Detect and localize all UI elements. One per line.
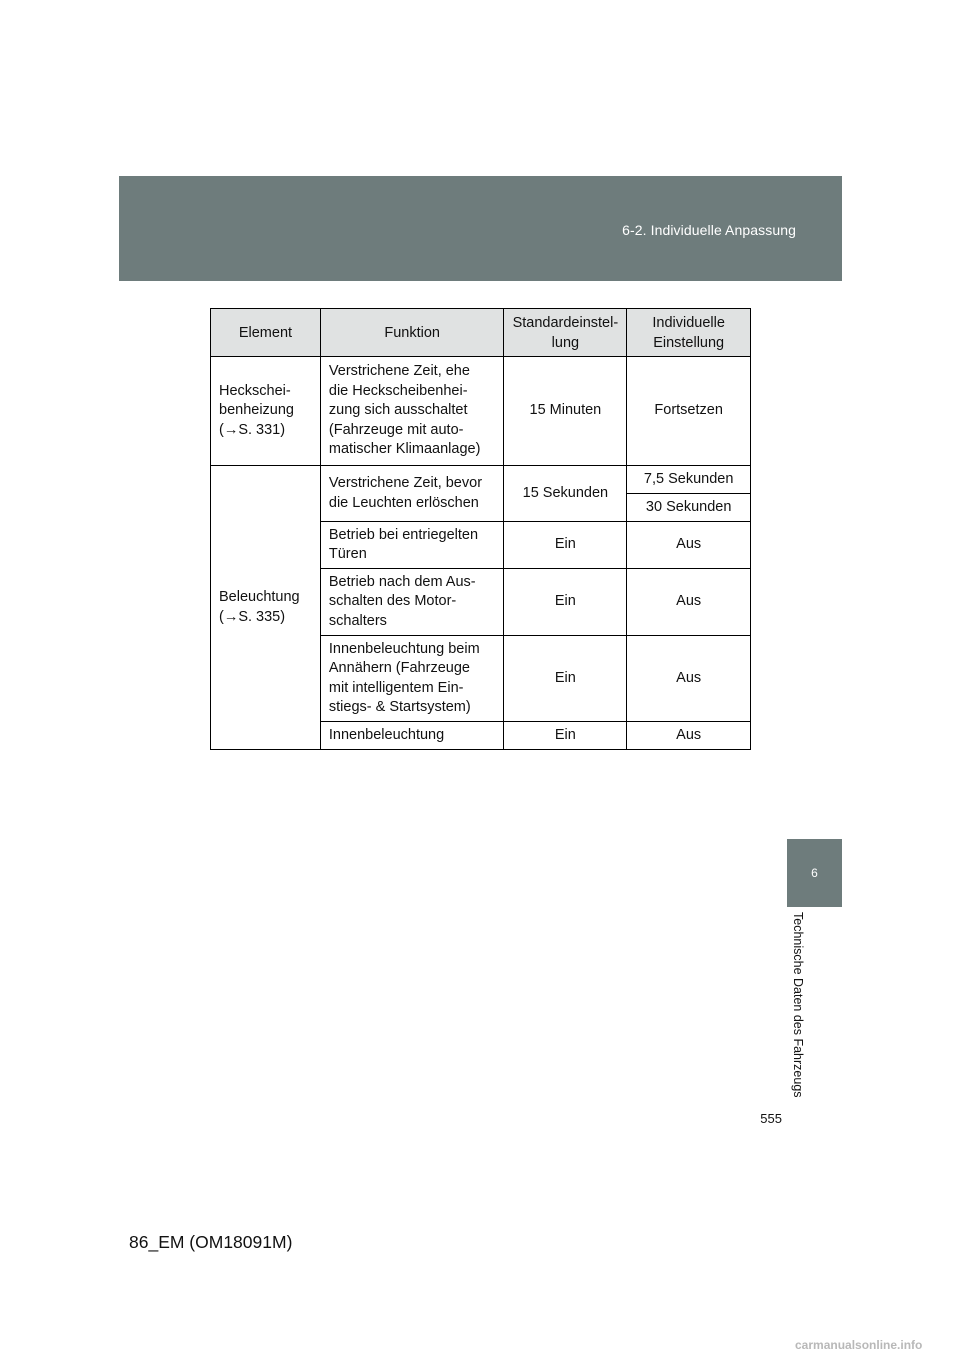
- chapter-tab: 6: [787, 839, 842, 907]
- default-cell: Ein: [504, 636, 627, 722]
- custom-cell: Fortsetzen: [627, 357, 751, 466]
- custom-cell: Aus: [627, 569, 751, 636]
- element-cell-lighting: Beleuchtung (→S. 335): [211, 466, 321, 750]
- default-cell: 15 Minuten: [504, 357, 627, 466]
- customization-table: [210, 308, 751, 750]
- custom-cell: 7,5 Sekunden: [627, 466, 751, 494]
- section-header-band: [119, 176, 842, 281]
- function-cell: Innenbeleuchtung beim Annähern (Fahrzeuge mit intelligentem Ein- stiegs- & Startsystem): [320, 636, 504, 722]
- page-number: 555: [760, 1111, 782, 1126]
- document-code: 86_EM (OM18091M): [129, 1232, 293, 1252]
- table-row: [211, 357, 751, 466]
- column-header-default: Standardeinstel- lung: [504, 309, 627, 357]
- function-cell: Verstrichene Zeit, bevor die Leuchten erlöschen: [320, 466, 504, 522]
- column-header-custom: Individuelle Einstellung: [627, 309, 751, 357]
- column-header-element: Element: [211, 309, 321, 357]
- custom-cell: Aus: [627, 636, 751, 722]
- watermark: carmanualsonline.info: [795, 1338, 923, 1352]
- column-header-function: Funktion: [320, 309, 504, 357]
- custom-cell: Aus: [627, 722, 751, 750]
- chapter-label: Technische Daten des Fahrzeugs: [791, 912, 805, 1098]
- custom-cell: Aus: [627, 522, 751, 569]
- function-cell: Verstrichene Zeit, ehe die Heckscheibenhei- zung sich ausschaltet (Fahrzeuge mit auto- matischer Klimaanlage): [320, 357, 504, 466]
- custom-cell: 30 Sekunden: [627, 494, 751, 522]
- function-cell: Betrieb bei entriegelten Türen: [320, 522, 504, 569]
- section-title: 6-2. Individuelle Anpassung: [622, 222, 796, 238]
- default-cell: Ein: [504, 569, 627, 636]
- table-header-row: [211, 309, 751, 357]
- function-cell: Innenbeleuchtung: [320, 722, 504, 750]
- table-row: [211, 466, 751, 494]
- default-cell: 15 Sekunden: [504, 466, 627, 522]
- default-cell: Ein: [504, 522, 627, 569]
- element-cell-rear-defogger: Heckschei- benheizung (→S. 331): [211, 357, 321, 466]
- function-cell: Betrieb nach dem Aus- schalten des Motor- schalters: [320, 569, 504, 636]
- default-cell: Ein: [504, 722, 627, 750]
